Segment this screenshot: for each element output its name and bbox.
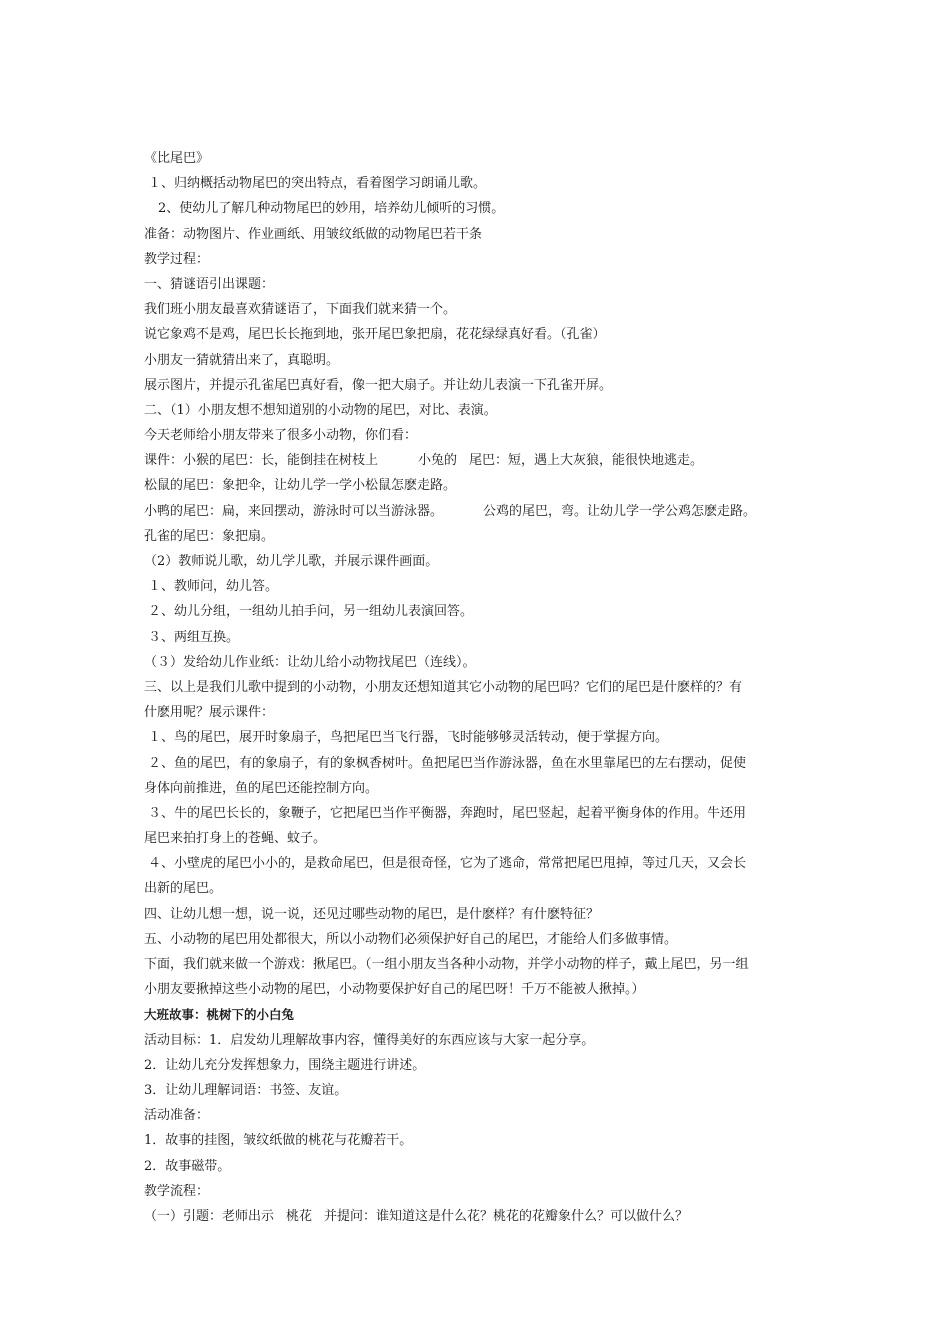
section-heading: 教学过程： (144, 251, 210, 267)
text-line: 我们班小朋友最喜欢猜谜语了，下面我们就来猜一个。 (144, 302, 457, 318)
section-heading: 五、小动物的尾巴用处都很大，所以小动物们必须保护好自己的尾巴，才能给人们多做事情。 (144, 931, 678, 947)
text-line: 活动目标：1．启发幼儿理解故事内容，懂得美好的东西应该与大家一起分享。 (144, 1032, 595, 1048)
text-line: 松鼠的尾巴：象把伞，让幼儿学一学小松鼠怎麽走路。 (144, 478, 457, 494)
text-line: 1．故事的挂图，皱纹纸做的桃花与花瓣若干。 (144, 1133, 413, 1149)
text-line: 2．让幼儿充分发挥想象力，围绕主题进行讲述。 (144, 1057, 426, 1073)
section-heading: 二、（1）小朋友想不想知道别的小动物的尾巴，对比、表演。 (144, 402, 497, 418)
text-span: 并提问：谁知道这是什么花？桃花的花瓣象什么？可以做什么？ (324, 1208, 689, 1224)
text-line: 什麽用呢？展示课件： (144, 705, 275, 721)
text-line: 3．让幼儿理解词语：书签、友谊。 (144, 1082, 348, 1098)
text-span: （一）引题：老师出示 (144, 1208, 275, 1224)
text-line: 展示图片，并提示孔雀尾巴真好看，像一把大扇子。并让幼儿表演一下孔雀开屏。 (144, 377, 613, 393)
text-line: １、鸟的尾巴，展开时象扇子，鸟把尾巴当飞行器，飞时能够够灵活转动，便于掌握方向。 (148, 730, 669, 746)
text-line: 孔雀的尾巴：象把扇。 (144, 528, 275, 544)
text-line: １、教师问，幼儿答。 (148, 579, 279, 595)
text-line: 出新的尾巴。 (144, 881, 223, 897)
section-heading: 一、猜谜语引出课题： (144, 276, 275, 292)
text-line: ３、牛的尾巴长长的，象鞭子，它把尾巴当作平衡器，奔跑时，尾巴竖起，起着平衡身体的作用。牛还用 (148, 805, 747, 821)
text-span: 公鸡的尾巴，弯。让幼儿学一学公鸡怎麽走路。 (483, 503, 757, 519)
text-line: 今天老师给小朋友带来了很多小动物，你们看： (144, 428, 418, 444)
text-line (144, 448, 812, 473)
text-line: 2．故事磁带。 (144, 1158, 231, 1174)
section-heading: 教学流程： (144, 1183, 210, 1199)
section-heading: 活动准备： (144, 1108, 210, 1124)
text-line: 小朋友要揪掉这些小动物的尾巴，小动物要保护好自己的尾巴呀！千万不能被人揪掉。） (144, 982, 645, 998)
text-span: 小鸭的尾巴：扁，来回摆动，游泳时可以当游泳器。 (144, 503, 444, 519)
text-line: ３、两组互换。 (148, 629, 240, 645)
text-line: ２、幼儿分组，一组幼儿拍手问，另一组幼儿表演回答。 (148, 604, 474, 620)
text-line: 说它象鸡不是鸡，尾巴长长拖到地，张开尾巴象把扇，花花绿绿真好看。（孔雀） (144, 327, 606, 343)
text-line: （2）教师说儿歌，幼儿学儿歌，并展示课件画面。 (144, 554, 439, 569)
text-line: ２、鱼的尾巴，有的象扇子，有的象枫香树叶。鱼把尾巴当作游泳器，鱼在水里靠尾巴的左右摆动，促使 (148, 755, 747, 771)
text-line: ４、小壁虎的尾巴小小的，是救命尾巴，但是很奇怪，它为了逃命，常常把尾巴甩掉，等过几天，又会长 (148, 856, 747, 872)
doc-title: 《比尾巴》 (144, 151, 210, 166)
section-heading: 四、让幼儿想一想，说一说，还见过哪些动物的尾巴，是什麽样？有什麽特征？ (144, 906, 600, 922)
section-heading: 三、以上是我们儿歌中提到的小动物，小朋友还想知道其它小动物的尾巴吗？它们的尾巴是什麽样的？有 (144, 679, 743, 695)
text-line: 尾巴来拍打身上的苍蝇、蚊子。 (144, 831, 327, 847)
text-line: 准备：动物图片、作业画纸、用皱纹纸做的动物尾巴若干条 (144, 226, 483, 242)
text-line: １、归纳概括动物尾巴的突出特点，看着图学习朗诵儿歌。 (148, 176, 487, 192)
story-heading: 大班故事：桃树下的小白兔 (144, 1007, 295, 1023)
text-span: 尾巴：短，遇上大灰狼，能很快地逃走。 (469, 453, 704, 469)
document-page (144, 146, 812, 1229)
text-span: 小兔的 (418, 453, 458, 469)
text-line (144, 1204, 812, 1229)
text-line: （３）发给幼儿作业纸：让幼儿给小动物找尾巴（连线）。 (144, 654, 476, 670)
text-span: 课件：小猴的尾巴：长，能倒挂在树枝上 (144, 453, 379, 469)
text-line: 身体向前推进，鱼的尾巴还能控制方向。 (144, 780, 379, 796)
text-line: 小朋友一猜就猜出来了，真聪明。 (144, 352, 340, 368)
text-line (144, 499, 812, 524)
text-line: 2、使幼儿了解几种动物尾巴的妙用，培养幼儿倾听的习惯。 (158, 201, 505, 217)
text-line: 下面，我们就来做一个游戏：揪尾巴。（一组小朋友当各种小动物，并学小动物的样子，戴上尾巴，另一组 (144, 957, 749, 972)
text-span: 桃花 (286, 1208, 313, 1224)
